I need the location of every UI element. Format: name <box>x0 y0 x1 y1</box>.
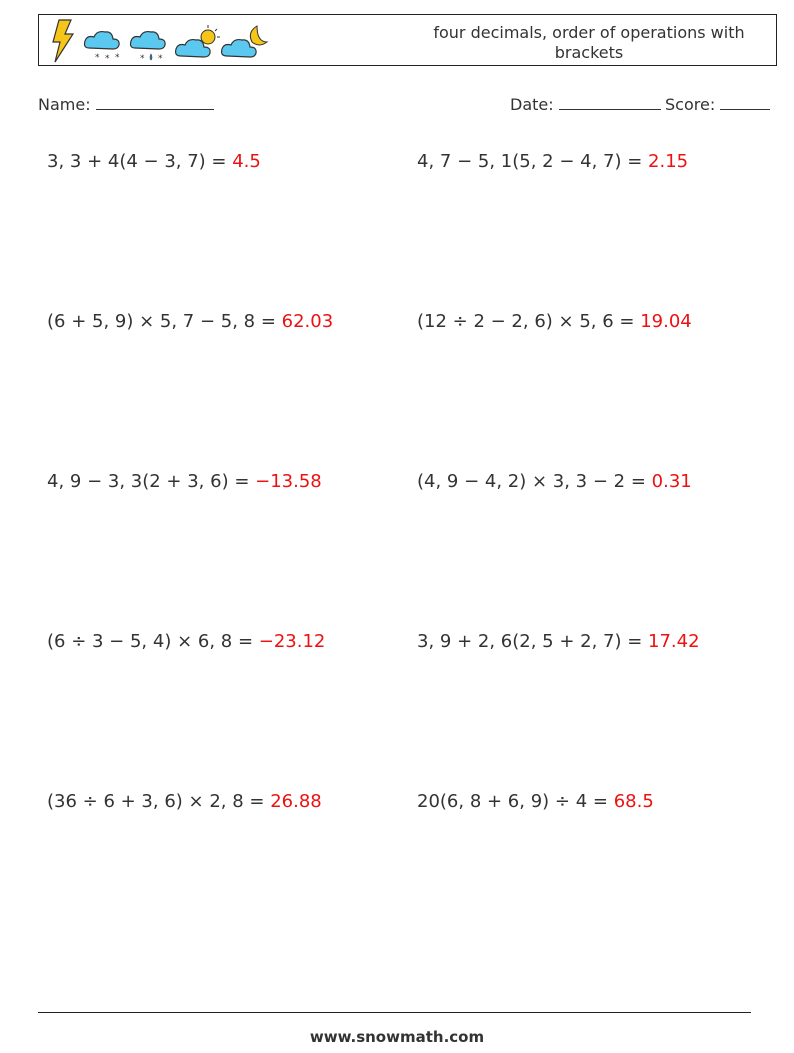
sun-cloud-icon <box>176 25 220 57</box>
score-field <box>665 93 770 114</box>
problem-expression: 20(6, 8 + 6, 9) ÷ 4 = <box>417 791 614 812</box>
problem-4 <box>417 310 692 334</box>
problem-expression: (6 + 5, 9) × 5, 7 − 5, 8 = <box>47 311 282 332</box>
svg-text:*: * <box>158 54 163 64</box>
svg-text:*: * <box>115 53 120 63</box>
svg-text:*: * <box>140 54 145 64</box>
worksheet-title: four decimals, order of operations with brackets <box>433 23 745 62</box>
problem-answer: 2.15 <box>648 151 689 172</box>
problem-9 <box>47 790 322 814</box>
problem-expression: 4, 7 − 5, 1(5, 2 − 4, 7) = <box>417 151 649 172</box>
problem-7 <box>47 630 325 654</box>
problem-answer: −13.58 <box>255 471 322 492</box>
problem-answer: 17.42 <box>648 631 700 652</box>
problem-expression: 3, 3 + 4(4 − 3, 7) = <box>47 151 233 172</box>
problem-2 <box>417 150 688 174</box>
name-label: Name: <box>38 95 91 114</box>
worksheet-header <box>38 14 777 66</box>
problem-answer: 68.5 <box>613 791 654 812</box>
problem-expression: (4, 9 − 4, 2) × 3, 3 − 2 = <box>417 471 652 492</box>
score-label: Score: <box>665 95 716 114</box>
name-field <box>38 93 214 114</box>
snow-cloud-icon <box>85 32 121 64</box>
footer-site-link[interactable]: www.snowmath.com <box>309 1028 485 1046</box>
rain-snow-cloud-icon <box>131 32 166 64</box>
problem-expression: 3, 9 + 2, 6(2, 5 + 2, 7) = <box>417 631 649 652</box>
problem-answer: 0.31 <box>651 471 692 492</box>
date-field <box>510 93 661 114</box>
date-label: Date: <box>510 95 554 114</box>
problem-10 <box>417 790 654 814</box>
problem-expression: (36 ÷ 6 + 3, 6) × 2, 8 = <box>47 791 271 812</box>
problem-answer: 26.88 <box>270 791 322 812</box>
footer-divider <box>38 1012 751 1013</box>
date-blank[interactable] <box>559 93 661 110</box>
svg-text:*: * <box>105 54 110 64</box>
problem-8 <box>417 630 700 654</box>
weather-logo <box>45 18 275 64</box>
svg-text:*: * <box>95 53 100 63</box>
problem-5 <box>47 470 322 494</box>
problem-expression: 4, 9 − 3, 3(2 + 3, 6) = <box>47 471 256 492</box>
problem-expression: (12 ÷ 2 − 2, 6) × 5, 6 = <box>417 311 641 332</box>
problem-3 <box>47 310 333 334</box>
problem-answer: 62.03 <box>281 311 334 332</box>
problem-6 <box>417 470 692 494</box>
name-blank[interactable] <box>96 93 214 110</box>
score-blank[interactable] <box>720 93 770 110</box>
problem-answer: 19.04 <box>640 311 692 332</box>
problem-answer: 4.5 <box>232 151 261 172</box>
moon-cloud-icon <box>222 26 267 57</box>
problem-expression: (6 ÷ 3 − 5, 4) × 6, 8 = <box>47 631 259 652</box>
problem-1 <box>47 150 261 174</box>
problem-answer: −23.12 <box>258 631 326 652</box>
lightning-icon <box>53 20 73 62</box>
